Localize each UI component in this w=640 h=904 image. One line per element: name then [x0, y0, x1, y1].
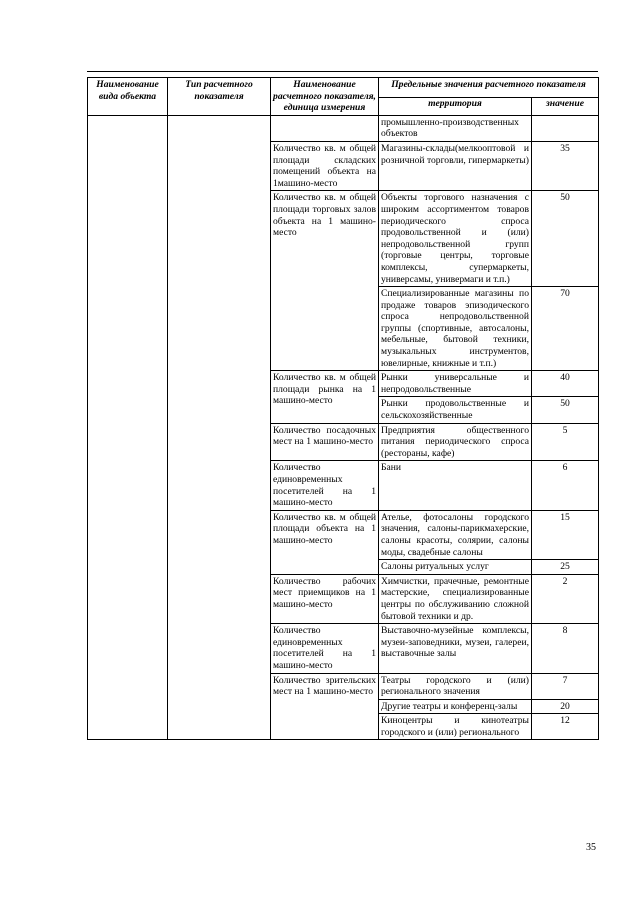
value-cell: 20 [532, 699, 599, 714]
header-territory: территория [379, 98, 532, 116]
territory-cell: Объекты торгового назначения с широким ассортиментом товаров периодического спроса продовольственной и (или) непродовольственной групп (торговые центры, торговые комплексы, супермаркеты, универсамы, универмаги и т.п.) [379, 191, 532, 287]
value-cell: 50 [532, 397, 599, 423]
value-cell: 8 [532, 624, 599, 673]
header-value: значение [532, 98, 599, 116]
value-cell: 2 [532, 574, 599, 623]
header-rule [87, 71, 598, 72]
object-type-cell [88, 115, 168, 740]
territory-cell: Магазины-склады(мелкооптовой и розничной торговли, гипермаркеты) [379, 141, 532, 190]
indicator-cell: Количество кв. м общей площади объекта на 1 машино-место [271, 510, 379, 574]
indicator-cell: Количество единовременных посетителей на 1 машино-место [271, 624, 379, 673]
territory-cell: Бани [379, 461, 532, 510]
territory-cell: Театры городского и (или) регионального значения [379, 673, 532, 699]
value-cell [532, 115, 599, 141]
territory-cell: Киноцентры и кинотеатры городского и (или) регионального [379, 714, 532, 740]
indicator-cell: Количество кв. м общей площади складских помещений объекта на 1машино-место [271, 141, 379, 190]
indicator-cell: Количество рабочих мест приемщиков на 1 машино-место [271, 574, 379, 623]
territory-cell: Ателье, фотосалоны городского значения, салоны-парикмахерские, салоны красоты, солярии, салоны моды, свадебные салоны [379, 510, 532, 559]
value-cell: 5 [532, 423, 599, 461]
territory-cell: Предприятия общественного питания периодического спроса (рестораны, кафе) [379, 423, 532, 461]
indicator-type-cell [168, 115, 271, 740]
value-cell: 7 [532, 673, 599, 699]
value-cell: 70 [532, 287, 599, 371]
indicator-cell: Количество единовременных посетителей на 1 машино-место [271, 461, 379, 510]
value-cell: 40 [532, 371, 599, 397]
territory-cell: промышленно-производственных объектов [379, 115, 532, 141]
value-cell: 12 [532, 714, 599, 740]
header-limit-values: Предельные значения расчетного показателя [379, 78, 599, 98]
indicator-cell [271, 115, 379, 141]
territory-cell: Химчистки, прачечные, ремонтные мастерские, специализированные центры по обслуживанию сложной бытовой техники и др. [379, 574, 532, 623]
indicator-cell: Количество кв. м общей площади рынка на 1 машино-место [271, 371, 379, 423]
territory-cell: Рынки универсальные и непродовольственные [379, 371, 532, 397]
parking-norms-table [87, 77, 599, 740]
header-indicator-type: Тип расчетного показателя [168, 78, 271, 116]
territory-cell: Другие театры и конференц-залы [379, 699, 532, 714]
table-header-row [88, 78, 599, 98]
page-number: 35 [586, 842, 596, 853]
value-cell: 50 [532, 191, 599, 287]
table-row [88, 115, 599, 141]
indicator-cell: Количество посадочных мест на 1 машино-место [271, 423, 379, 461]
indicator-cell: Количество зрительских мест на 1 машино-место [271, 673, 379, 740]
territory-cell: Специализированные магазины по продаже товаров эпизодического спроса непродовольственной группы (спортивные, автосалоны, мебельные, бытовой техники, музыкальных инструментов, ювелирные, книжные и т.п.) [379, 287, 532, 371]
value-cell: 15 [532, 510, 599, 559]
territory-cell: Выставочно-музейные комплексы, музеи-заповедники, музеи, галереи, выставочные залы [379, 624, 532, 673]
territory-cell: Рынки продовольственные и сельскохозяйственные [379, 397, 532, 423]
value-cell: 25 [532, 560, 599, 575]
territory-cell: Салоны ритуальных услуг [379, 560, 532, 575]
value-cell: 35 [532, 141, 599, 190]
value-cell: 6 [532, 461, 599, 510]
indicator-cell: Количество кв. м общей площади торговых залов объекта на 1 машино-место [271, 191, 379, 371]
header-indicator-name: Наименование расчетного показателя, единица измерения [271, 78, 379, 116]
header-object-type: Наименование вида объекта [88, 78, 168, 116]
